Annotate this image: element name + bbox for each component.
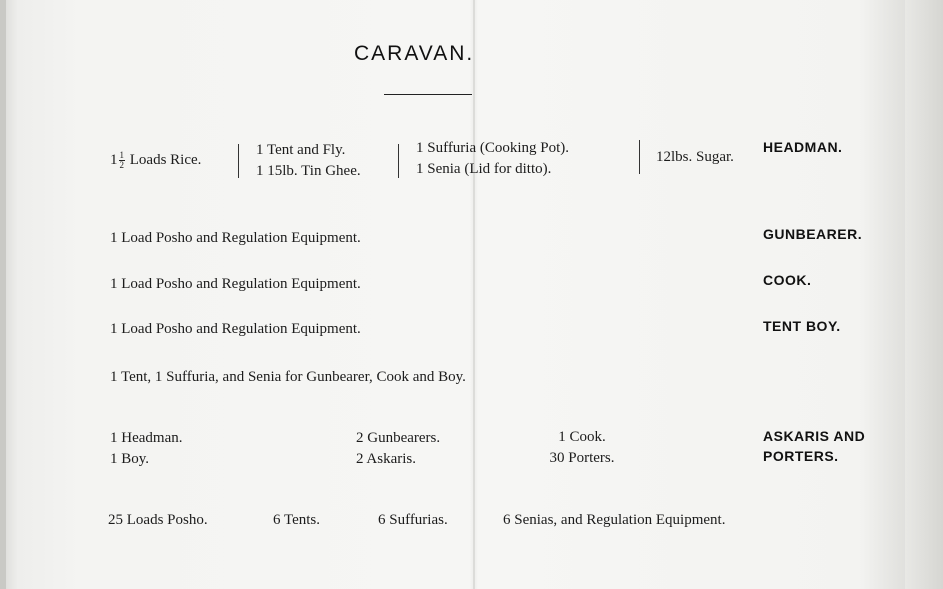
gunbearer-text: 1 Load Posho and Regulation Equipment. <box>110 230 361 246</box>
page-title: CARAVAN. <box>354 42 475 65</box>
page-edge-left <box>0 0 6 589</box>
askaris-col-3 <box>542 427 622 469</box>
cook-text: 1 Load Posho and Regulation Equipment. <box>110 276 361 292</box>
divider-3 <box>639 140 640 174</box>
page-fold <box>473 0 475 589</box>
col3-line-1: 1 Cook. <box>558 429 606 445</box>
label-askaris-porters <box>763 426 865 466</box>
col1-line-1: 1 Headman. <box>110 430 183 446</box>
col2-line-2: 2 Askaris. <box>356 451 416 467</box>
divider-1 <box>238 144 239 178</box>
page-edge-right <box>905 0 943 589</box>
rice-fraction: $\frac{1}{2}$ <box>119 150 124 170</box>
headman-sugar: 12lbs. Sugar. <box>656 149 734 165</box>
askaris-label-line-1: ASKARIS AND <box>763 428 866 444</box>
askaris-label-line-2: PORTERS. <box>763 448 839 464</box>
total-posho: 25 Loads Posho. <box>108 512 208 528</box>
col3-line-2: 30 Porters. <box>549 450 615 466</box>
pot-line-1: 1 Suffuria (Cooking Pot). <box>416 140 570 156</box>
title-rule <box>384 94 472 95</box>
askaris-col-1 <box>110 428 182 470</box>
divider-2 <box>398 144 399 178</box>
shared-equipment-text: 1 Tent, 1 Suffuria, and Senia for Gunbearer, Cook and Boy. <box>110 369 466 385</box>
askaris-col-2 <box>356 428 440 470</box>
label-headman: HEADMAN. <box>763 139 843 155</box>
tent-line-1: 1 Tent and Fly. <box>256 142 346 158</box>
pot-line-2: 1 Senia (Lid for ditto). <box>416 161 552 177</box>
total-senias: 6 Senias, and Regulation Equipment. <box>503 512 726 528</box>
total-tents: 6 Tents. <box>273 512 321 528</box>
rice-whole: 1 <box>110 151 118 168</box>
headman-rice <box>110 151 201 170</box>
rice-text: Loads Rice. <box>129 151 202 168</box>
headman-tent <box>256 140 361 182</box>
label-tent-boy: TENT BOY. <box>763 318 841 334</box>
col1-line-2: 1 Boy. <box>110 451 150 467</box>
label-gunbearer: GUNBEARER. <box>763 226 863 242</box>
tent-boy-text: 1 Load Posho and Regulation Equipment. <box>110 321 361 337</box>
total-suffurias: 6 Suffurias. <box>378 512 448 528</box>
label-cook: COOK. <box>763 272 812 288</box>
headman-pot <box>416 138 569 180</box>
col2-line-1: 2 Gunbearers. <box>356 430 441 446</box>
tent-line-2: 1 15lb. Tin Ghee. <box>256 163 361 179</box>
